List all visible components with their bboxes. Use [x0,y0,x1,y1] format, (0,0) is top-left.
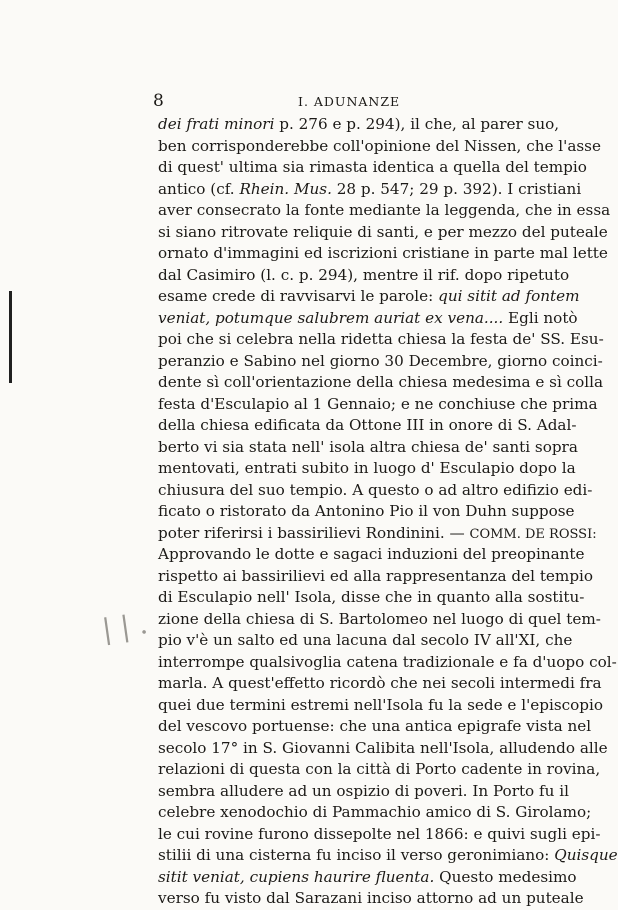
text-line-2: ben corrisponderebbe coll'opinione del Nissen, che l'asse [158,136,601,155]
text-line-20: poter riferirsi i bassirilievi Rondinini. — COMM. DE ROSSI: [158,523,597,542]
text-line-11: poi che si celebra nella ridetta chiesa la festa de' SS. Esu- [158,330,604,348]
text-line-16: berto vi sia stata nell' isola altra chiesa de' santi sopra [158,437,578,456]
text-line-8: dal Casimiro (l. c. p. 294), mentre il rif. dopo ripetuto [158,265,570,284]
text-line-14: festa d'Esculapio al 1 Gennaio; e ne conchiuse che prima [158,394,598,413]
text-line-1: dei frati minori p. 276 e p. 294), il che, al parer suo, [158,115,560,133]
text-line-12: peranzio e Sabino nel giorno 30 Decembre, giorno coinci- [158,351,603,370]
text-line-24: zione della chiesa di S. Bartolomeo nel luogo di quel tem- [158,609,601,628]
text-line-9: esame crede di ravvisarvi le parole: qui sitit ad fontem [158,287,580,305]
margin-scan-bar [9,291,12,383]
text-line-15: della chiesa edificata da Ottone III in onore di S. Adal- [158,416,577,434]
text-line-25: pio v'è un salto ed una lacuna dal secolo IV all'XI, che [158,631,573,649]
text-line-13: dente sì coll'orientazione della chiesa medesima e sì colla [158,373,604,391]
text-line-37: verso fu visto dal Sarazani inciso attorno ad un puteale [158,889,584,907]
text-line-5: aver consecrato la fonte mediante la leggenda, che in essa [158,201,611,219]
text-line-19: ficato o ristorato da Antonino Pio il von Duhn suppose [158,502,575,520]
text-line-35: stilii di una cisterna fu inciso il verso geronimiano: Quisque [158,846,618,864]
text-line-21: Approvando le dotte e sagaci induzioni del preopinante [158,545,585,563]
text-line-17: mentovati, entrati subito in luogo d' Esculapio dopo la [158,459,576,477]
text-line-6: si siano ritrovate reliquie di santi, e per mezzo del puteale [158,222,608,241]
running-head: I. ADUNANZE [298,94,401,109]
text-line-18: chiusura del suo tempio. A questo o ad altro edifizio edi- [158,480,593,499]
text-line-29: del vescovo portuense: che una antica epigrafe vista nel [158,717,592,735]
text-line-22: rispetto ai bassirilievi ed alla rappresentanza del tempio [158,566,594,585]
margin-pencil-mark: | | . [99,606,150,647]
text-line-7: ornato d'immagini ed iscrizioni cristiane in parte mal lette [158,244,608,262]
text-line-34: le cui rovine furono dissepolte nel 1866: e quivi sugli epi- [158,824,601,843]
text-line-31: relazioni di questa con la città di Porto cadente in rovina, [158,760,601,778]
text-line-32: sembra alludere ad un ospizio di poveri. In Porto fu il [158,781,569,800]
text-line-27: marla. A quest'effetto ricordò che nei secoli intermedi fra [158,674,602,692]
text-line-10: veniat, potumque salubrem auriat ex vena.... Egli notò [158,308,578,327]
page-number: 8 [153,91,164,111]
text-line-36: sitit veniat, cupiens haurire fluenta. Questo medesimo [158,867,577,886]
text-line-33: celebre xenodochio di Pammachio amico di S. Girolamo; [158,803,592,821]
text-line-23: di Esculapio nell' Isola, disse che in quanto alla sostitu- [158,588,585,606]
text-line-28: quei due termini estremi nell'Isola fu la sede e l'episcopio [158,695,603,714]
text-line-26: interrompe qualsivoglia catena tradizionale e fa d'uopo col- [158,652,617,671]
text-line-30: secolo 17° in S. Giovanni Calibita nell'Isola, alludendo alle [158,738,608,757]
text-line-3: di quest' ultima sia rimasta identica a quella del tempio [158,158,587,176]
text-line-4: antico (cf. Rhein. Mus. 28 p. 547; 29 p. 392). I cristiani [158,179,582,198]
body-text [158,114,618,910]
